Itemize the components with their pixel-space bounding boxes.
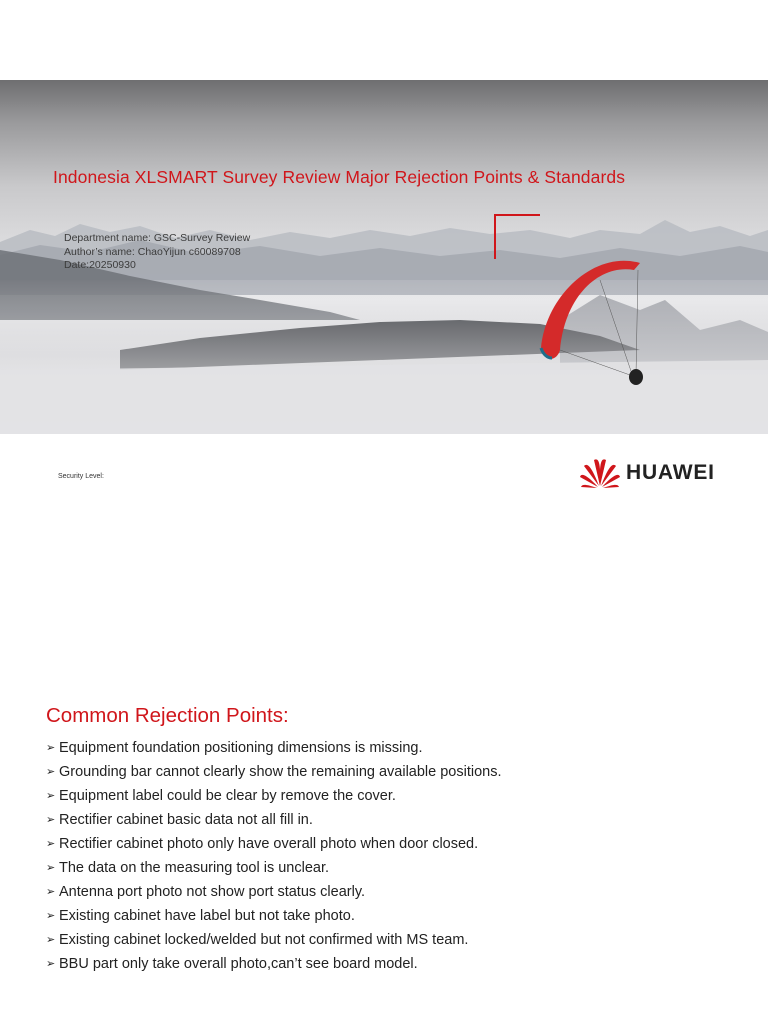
- list-item: ➢ Equipment foundation positioning dimensions is missing.: [46, 736, 502, 760]
- security-level-label: Security Level:: [58, 473, 104, 480]
- section-heading: Common Rejection Points:: [46, 704, 289, 727]
- arrow-bullet-icon: ➢: [46, 814, 56, 826]
- arrow-bullet-icon: ➢: [46, 742, 56, 754]
- arrow-bullet-icon: ➢: [46, 934, 56, 946]
- list-item: ➢ Existing cabinet locked/welded but not confirmed with MS team.: [46, 928, 502, 952]
- arrow-bullet-icon: ➢: [46, 766, 56, 778]
- arrow-bullet-icon: ➢: [46, 790, 56, 802]
- arrow-bullet-icon: ➢: [46, 886, 56, 898]
- content-slide: [0, 520, 768, 1024]
- list-item: ➢ The data on the measuring tool is unclear.: [46, 856, 502, 880]
- rejection-points-list: [46, 736, 502, 976]
- list-item: ➢ BBU part only take overall photo,can’t see board model.: [46, 952, 502, 976]
- presentation-title: Indonesia XLSMART Survey Review Major Rejection Points & Standards: [53, 167, 626, 187]
- list-item: ➢ Rectifier cabinet photo only have overall photo when door closed.: [46, 832, 502, 856]
- accent-line-vertical: [494, 214, 496, 259]
- department-name: Department name: GSC-Survey Review: [64, 232, 251, 244]
- list-item: ➢ Antenna port photo not show port status clearly.: [46, 880, 502, 904]
- huawei-flower-icon: [578, 456, 622, 490]
- arrow-bullet-icon: ➢: [46, 862, 56, 874]
- list-item: ➢ Existing cabinet have label but not take photo.: [46, 904, 502, 928]
- list-item: ➢ Rectifier cabinet basic data not all fill in.: [46, 808, 502, 832]
- date: Date:20250930: [64, 259, 136, 271]
- list-item: ➢ Grounding bar cannot clearly show the remaining available positions.: [46, 760, 502, 784]
- arrow-bullet-icon: ➢: [46, 910, 56, 922]
- arrow-bullet-icon: ➢: [46, 838, 56, 850]
- arrow-bullet-icon: ➢: [46, 958, 56, 970]
- huawei-logo: [578, 456, 726, 490]
- author-name: Author’s name: ChaoYijun c60089708: [64, 245, 241, 258]
- list-item: ➢ Equipment label could be clear by remove the cover.: [46, 784, 502, 808]
- accent-line-horizontal: [494, 214, 540, 216]
- huawei-wordmark: HUAWEI: [626, 461, 715, 484]
- author-info: [64, 232, 250, 273]
